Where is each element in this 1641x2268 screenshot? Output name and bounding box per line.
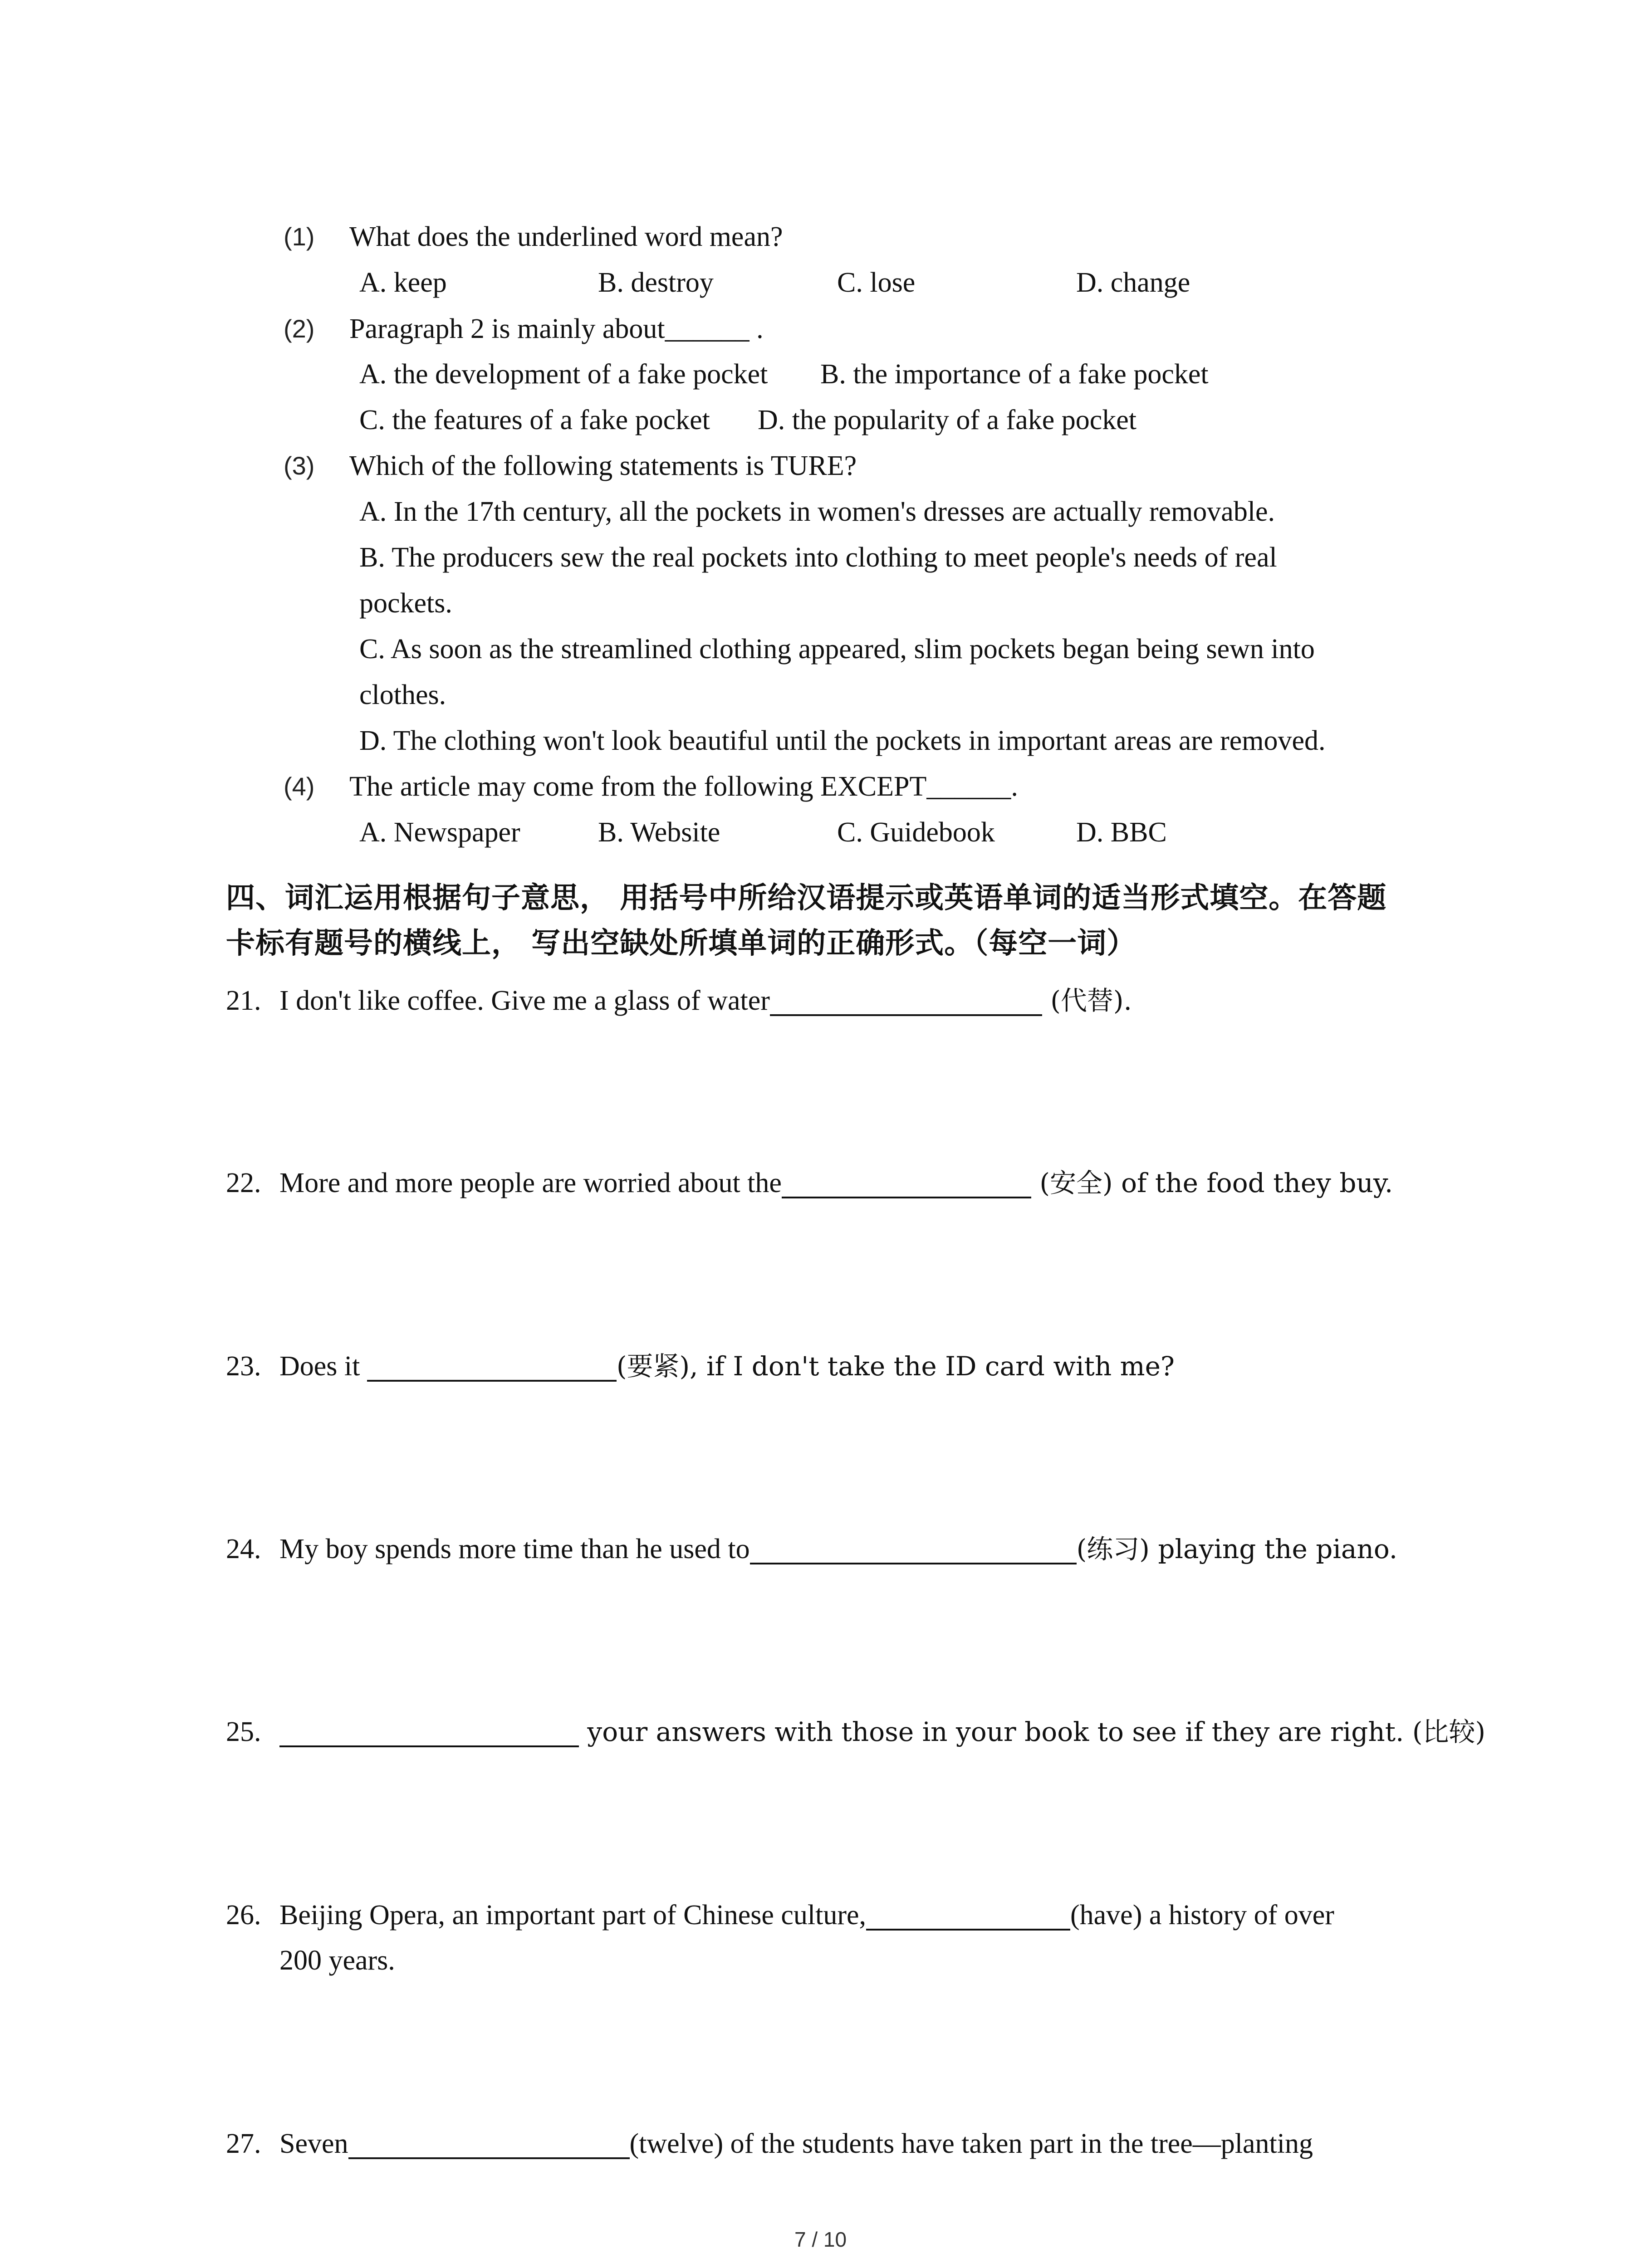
item-text-after: your answers with those in your book to see if they are right. (比较): [579, 1716, 1486, 1747]
item-number: 21.: [226, 985, 261, 1016]
item-text-after: (安全) of the food they buy.: [1031, 1168, 1393, 1198]
question-3-number: (3): [284, 451, 315, 480]
question-2-option-d: D. the popularity of a fake pocket: [758, 405, 1136, 435]
item-text-before: Does it: [279, 1351, 367, 1382]
item-26-continuation: 200 years.: [279, 1945, 395, 1976]
item-number: 27.: [226, 2128, 261, 2159]
item-text-after: (代替).: [1042, 985, 1132, 1016]
answer-blank[interactable]: [866, 1897, 1070, 1931]
item-text-before: My boy spends more time than he used to: [279, 1534, 750, 1564]
item-text-after: (twelve) of the students have taken part in the tree—planting: [629, 2128, 1313, 2159]
item-27: [226, 2121, 1313, 2166]
answer-blank[interactable]: [750, 1531, 1077, 1564]
item-22: [226, 1160, 1393, 1206]
item-23: [226, 1344, 1175, 1389]
answer-blank[interactable]: [770, 982, 1042, 1016]
item-text-before: More and more people are worried about the: [279, 1168, 782, 1198]
question-3-text: Which of the following statements is TURE?: [349, 450, 857, 481]
item-text-before: Beijing Opera, an important part of Chinese culture,: [279, 1900, 867, 1931]
question-4-option-b: B. Website: [598, 817, 720, 848]
item-text-before: I don't like coffee. Give me a glass of water: [279, 985, 770, 1016]
item-number: 24.: [226, 1534, 261, 1564]
section-4-heading-line1: 四、词汇运用根据句子意思， 用括号中所给汉语提示或英语单词的适当形式填空。在答题: [226, 881, 1387, 915]
item-24: [226, 1526, 1397, 1572]
question-4-number: (4): [284, 772, 315, 801]
question-2-text: Paragraph 2 is mainly about______ .: [349, 313, 764, 344]
answer-blank[interactable]: [348, 2126, 630, 2159]
answer-blank[interactable]: [782, 1165, 1031, 1198]
question-1-text: What does the underlined word mean?: [349, 221, 783, 252]
item-number: 26.: [226, 1900, 261, 1931]
question-3-option-b: B. The producers sew the real pockets into clothing to meet people's needs of real: [359, 542, 1277, 573]
item-number: 23.: [226, 1351, 261, 1382]
item-text-after: (have) a history of over: [1070, 1900, 1334, 1931]
question-1-number: (1): [284, 222, 315, 251]
question-3-option-b-cont: pockets.: [359, 588, 452, 619]
question-2-option-c: C. the features of a fake pocket: [359, 405, 710, 435]
question-1-option-c: C. lose: [837, 267, 916, 298]
item-text-before: Seven: [279, 2128, 348, 2159]
section-4-heading-line2: 卡标有题号的横线上， 写出空缺处所填单词的正确形式。（每空一词）: [226, 926, 1136, 960]
item-text-after: (练习) playing the piano.: [1076, 1534, 1398, 1564]
question-4-option-a: A. Newspaper: [359, 817, 520, 848]
question-3-option-a: A. In the 17th century, all the pockets in women's dresses are actually removable.: [359, 496, 1275, 527]
item-25: [226, 1709, 1485, 1755]
question-1-option-b: B. destroy: [598, 267, 714, 298]
item-21: [226, 978, 1132, 1023]
page-number: 7 / 10: [794, 2228, 847, 2251]
question-1-option-d: D. change: [1076, 267, 1190, 298]
question-3-option-c-cont: clothes.: [359, 679, 446, 710]
answer-blank[interactable]: [367, 1348, 617, 1382]
question-4-option-c: C. Guidebook: [837, 817, 995, 848]
question-3-option-d: D. The clothing won't look beautiful until the pockets in important areas are removed.: [359, 725, 1326, 756]
question-2-option-b: B. the importance of a fake pocket: [820, 359, 1209, 390]
question-2-option-a: A. the development of a fake pocket: [359, 359, 768, 390]
item-text-after: (要紧), if I don't take the ID card with me?: [616, 1351, 1175, 1382]
item-26: [226, 1892, 1334, 1938]
item-number: 25.: [226, 1716, 261, 1747]
item-number: 22.: [226, 1168, 261, 1198]
question-4-option-d: D. BBC: [1076, 817, 1167, 848]
question-4-text: The article may come from the following EXCEPT______.: [349, 771, 1018, 802]
question-2-number: (2): [284, 314, 315, 343]
question-1-option-a: A. keep: [359, 267, 447, 298]
question-3-option-c: C. As soon as the streamlined clothing appeared, slim pockets began being sewn into: [359, 634, 1315, 665]
answer-blank[interactable]: [279, 1714, 579, 1747]
